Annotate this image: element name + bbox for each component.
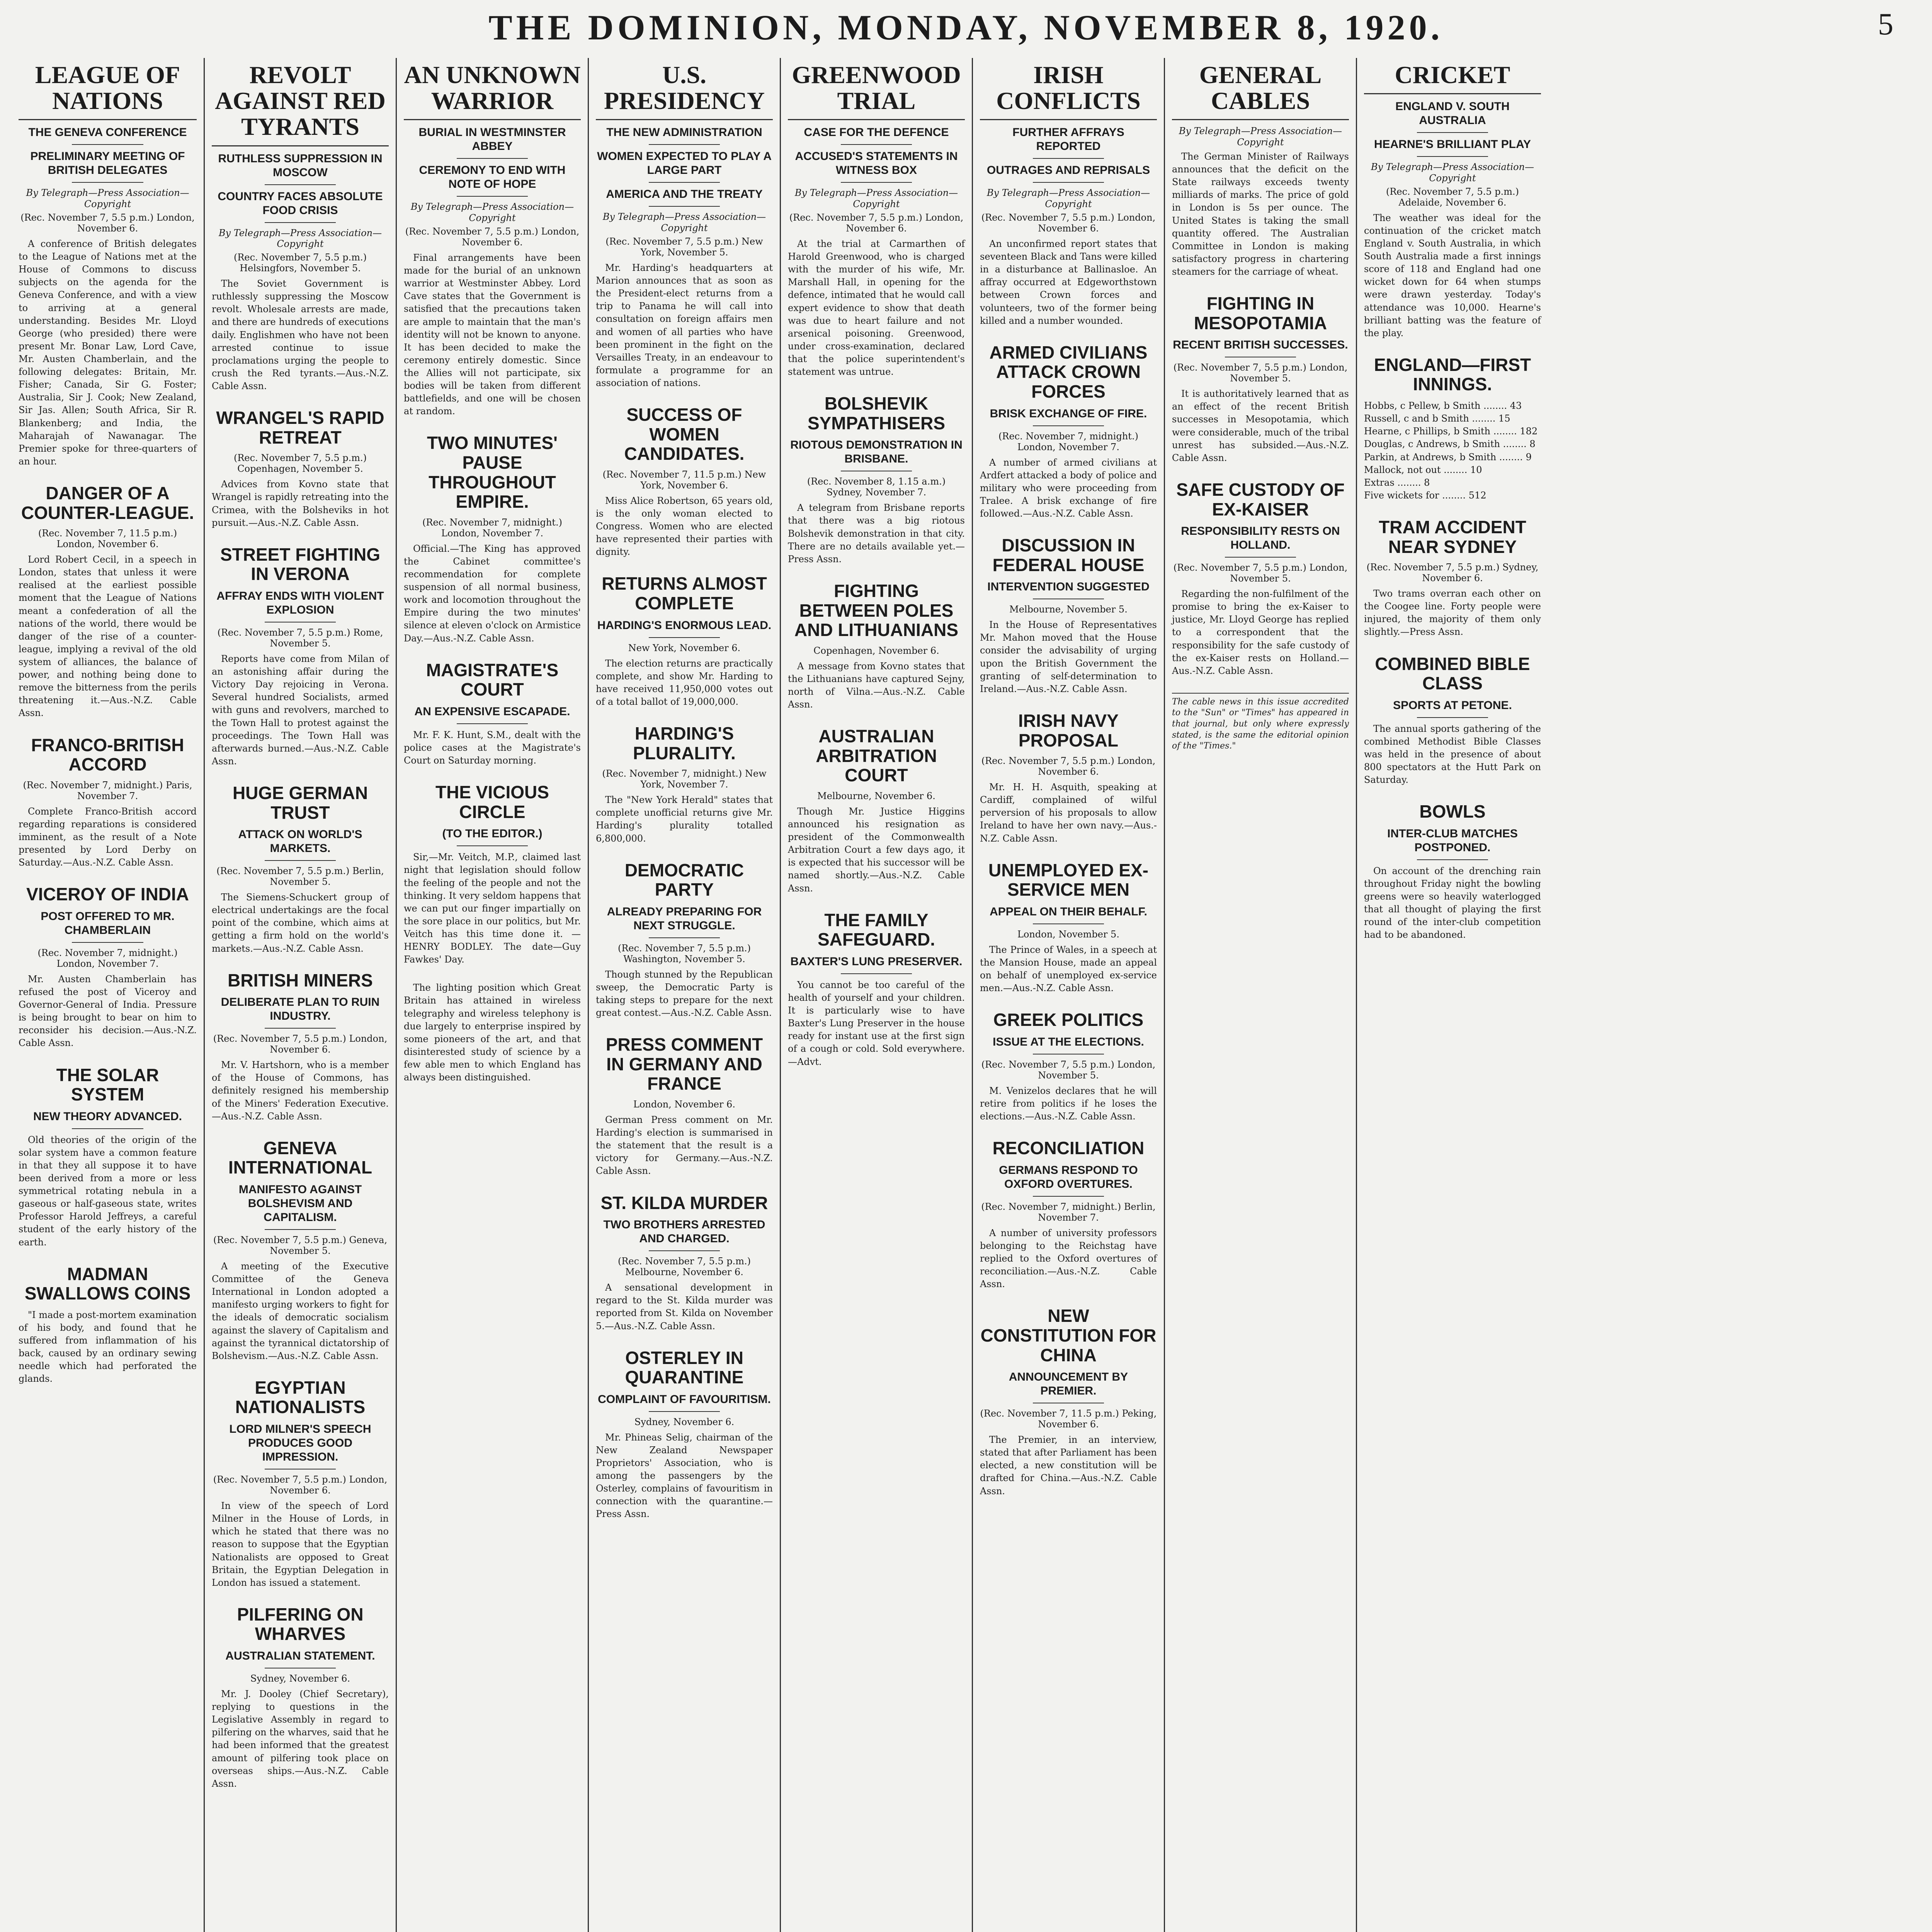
dateline: Melbourne, November 5. — [1009, 604, 1128, 615]
article-body: On account of the drenching rain throughout Friday night the bowling greens were so heavily waterlogged that all thought of playing the first round of the inter-club competition had to be abandoned. — [1364, 865, 1541, 940]
article-body: In the House of Representatives Mr. Mahon moved that the House consider the advisability of urging upon the British Government the granting of self-determination to Ireland.—Aus.-N.Z. Cable Assn. — [980, 619, 1157, 694]
subheading: ENGLAND V. SOUTH AUSTRALIA — [1395, 100, 1510, 127]
article — [404, 981, 581, 1084]
article-body: The Soviet Government is ruthlessly suppressing the Moscow revolt. Wholesale arrests are made, and there are hundreds of executions daily. Englishmen who have not been arrested continue to issue proclamations urging the people to crush the Red tyrants.—Aus.-N.Z. Cable Assn. — [212, 278, 389, 392]
headline: DANGER OF A COUNTER-LEAGUE. — [21, 483, 194, 523]
article — [404, 660, 581, 767]
article-body: Mr. J. Dooley (Chief Secretary), replying to questions in the Legislative Assembly in regard to pilfering on the wharves, said that he had been informed that the greatest amount of pilfering took place on overseas ships.—Aus.-N.Z. Cable Assn. — [212, 1689, 389, 1789]
headline: EGYPTIAN NATIONALISTS — [235, 1377, 366, 1417]
subheading: RESPONSIBILITY RESTS ON HOLLAND. — [1181, 525, 1340, 552]
dateline: (Rec. November 8, 1.15 a.m.) Sydney, November 7. — [807, 476, 946, 498]
article — [19, 483, 197, 720]
article-body: The lighting position which Great Britain has attained in wireless telegraphy and wireless telephony is due largely to enterprise inspired by some pioneers of the art, and that disinterested study of science by a few able men to which England has always been distinguished. — [404, 982, 581, 1083]
article-body: Though stunned by the Republican sweep, the Democratic Party is taking steps to prepare for the next great contest.—Aus.-N.Z. Cable Assn. — [596, 969, 773, 1019]
dateline: (Rec. November 7, midnight.) Berlin, November 7. — [981, 1201, 1156, 1223]
divider — [1225, 557, 1296, 558]
dateline: (Rec. November 7, 5.5 p.m.) Melbourne, November 6. — [617, 1256, 751, 1278]
column-1 — [12, 58, 204, 1932]
dateline: (Rec. November 7, 5.5 p.m.) London, November 5. — [981, 1059, 1156, 1081]
subheading: HEARNE'S BRILLIANT PLAY — [1374, 138, 1531, 151]
article — [980, 1010, 1157, 1123]
article-body: In view of the speech of Lord Milner in the House of Lords, in which he stated that there was no reason to suppose that the Egyptian Nationalists are opposed to Great Britain, the Egyptian Delegation in London has issued a statement. — [212, 1500, 389, 1588]
credit-line: By Telegraph—Press Association—Copyright — [1371, 162, 1534, 184]
masthead — [0, 0, 1932, 54]
credit-line: By Telegraph—Press Association—Copyright — [1179, 126, 1342, 148]
column-6 — [972, 58, 1164, 1932]
divider — [265, 222, 335, 223]
subheading: DELIBERATE PLAN TO RUIN INDUSTRY. — [221, 996, 380, 1023]
subheading: GERMANS RESPOND TO OXFORD OVERTURES. — [999, 1163, 1138, 1190]
dateline: (Rec. November 7, 5.5 p.m.) London, November 6. — [213, 1033, 388, 1055]
article-body: The weather was ideal for the continuation of the cricket match England v. South Australia, in which South Australia made a first innings score of 118 and England had one wicket down for 64 when stumps were drawn yesterday. Today's attendance was 10,000. Hearne's brilliant batting was the feature of the play. — [1364, 212, 1541, 338]
dateline: (Rec. November 7, 5.5 p.m.) London, November 5. — [1173, 562, 1348, 584]
article-body: A conference of British delegates to the League of Nations met at the House of Commons to discuss subjects on the agenda for the Geneva Conference, and with a view to arriving at a general understanding. Besides Mr. Lloyd George (who presided) there were present Mr. Bonar Law, Lord Cave, Mr. Austen Chamberlain, and the following delegates: Britain, Mr. Fisher; Canada, Sir G. Foster; Australia, Sir J. Cook; New Zealand, Sir Jas. Allen; South Africa, Sir R. Blankenberg; and India, the Maharajah of Nawanagar. The Premier spoke for three-quarters of an hour. — [19, 238, 197, 467]
article — [596, 1348, 773, 1521]
article-body: Complete Franco-British accord regarding reparations is considered imminent, as the result of a Note presented by Lord Derby on Saturday.—Aus.-N.Z. Cable Assn. — [19, 806, 197, 868]
headline: AUSTRALIAN ARBITRATION COURT — [816, 726, 937, 786]
divider — [265, 860, 335, 861]
credit-line: By Telegraph—Press Association—Copyright — [218, 227, 382, 250]
dateline: (Rec. November 7, 11.5 p.m.) London, November 6. — [38, 528, 177, 550]
subheading: RECENT BRITISH SUCCESSES. — [1173, 338, 1348, 352]
subheading: BRISK EXCHANGE OF FIRE. — [990, 407, 1147, 420]
column-grid — [12, 58, 1932, 1932]
article-body: Sir,—Mr. Veitch, M.P., claimed last night that legislation should follow the feeling of the people and not the thinking. It very seldom happens that we can put our finger impartially on the sore place in our politics, but Mr. Veitch has this time done it. — HENRY BODLEY. The date—Guy Fawkes' Day. — [404, 852, 581, 965]
subheading: LORD MILNER'S SPEECH PRODUCES GOOD IMPRESSION. — [229, 1423, 371, 1464]
dateline: (Rec. November 7, 5.5 p.m.) London, November 6. — [213, 1474, 388, 1496]
article — [596, 861, 773, 1020]
headline: OSTERLEY IN QUARANTINE — [625, 1347, 744, 1388]
article — [1364, 654, 1541, 787]
subheading: HARDING'S ENORMOUS LEAD. — [597, 619, 772, 632]
dateline: London, November 6. — [633, 1099, 735, 1110]
headline: RETURNS ALMOST COMPLETE — [602, 573, 767, 613]
dateline: (Rec. November 7, 5.5 p.m.) Berlin, November 5. — [216, 866, 384, 888]
subheading: POST OFFERED TO MR. CHAMBERLAIN — [41, 910, 175, 937]
article-body: "I made a post-mortem examination of his body, and found that he suffered from inflammation of his back, caused by an ordinary sewing needle which had perforated the glands. — [19, 1309, 197, 1384]
article — [596, 574, 773, 708]
subheading: ISSUE AT THE ELECTIONS. — [993, 1035, 1144, 1048]
divider — [649, 144, 719, 145]
subheading: BAXTER'S LUNG PRESERVER. — [790, 955, 963, 968]
dateline: (Rec. November 7, 5.5 p.m.) Adelaide, November 6. — [1386, 186, 1519, 208]
article — [404, 782, 581, 966]
article-body: The Premier, in an interview, stated that after Parliament has been elected, a new constitution will be drafted for China.—Aus.-N.Z. Cable Assn. — [980, 1434, 1157, 1497]
headline: THE VICIOUS CIRCLE — [435, 782, 549, 822]
article-body: Advices from Kovno state that Wrangel is rapidly retreating into the Crimea, with the Bolsheviks in hot pursuit.—Aus.-N.Z. Cable Assn. — [212, 479, 389, 528]
headline: FIGHTING IN MESOPOTAMIA — [1194, 293, 1327, 333]
article-body: A sensational development in regard to the St. Kilda murder was reported from St. Kilda on November 5.—Aus.-N.Z. Cable Assn. — [596, 1282, 773, 1332]
subheading: ACCUSED'S STATEMENTS IN WITNESS BOX — [795, 150, 958, 177]
article-body: Mr. Austen Chamberlain has refused the post of Viceroy and Governor-General of India. Pressure is being brought to bear on him to reconsider his decision.—Aus.-N.Z. Cable Assn. — [19, 973, 197, 1049]
credit-line: By Telegraph—Press Association—Copyright — [986, 187, 1150, 210]
article-body: At the trial at Carmarthen of Harold Greenwood, who is charged with the murder of his wife, Mr. Marshall Hall, in opening for the defence, intimated that he would call expert evidence to show that death was due to heart failure and not arsenical poisoning. Greenwood, under cross-examination, declared that the police superintendent's statement was untrue. — [788, 238, 965, 378]
dateline: (Rec. November 7, 11.5 p.m.) New York, November 6. — [602, 469, 766, 491]
column-2 — [204, 58, 396, 1932]
headline: SAFE CUSTODY OF EX-KAISER — [1176, 479, 1345, 519]
divider — [1033, 158, 1104, 159]
headline: COMBINED BIBLE CLASS — [1375, 653, 1530, 694]
column-4 — [588, 58, 780, 1932]
dateline: (Rec. November 7, 11.5 p.m.) Peking, November 6. — [980, 1408, 1157, 1430]
newspaper-title: THE DOMINION, MONDAY, NOVEMBER 8, 1920. — [488, 8, 1444, 47]
article-body: An unconfirmed report states that seventeen Black and Tans were killed in a disturbance at Ballinasloe. An affray occurred at Edgeworthstown between Crown forces and volunteers, two of the former being killed and a number wounded. — [980, 238, 1157, 326]
dateline: (Rec. November 7, 5.5 p.m.) New York, November 5. — [605, 236, 763, 258]
headline: THE FAMILY SAFEGUARD. — [817, 910, 935, 950]
article — [1364, 517, 1541, 639]
article-body: A number of university professors belonging to the Reichstag have replied to the Oxford overtures of reconciliation.—Aus.-N.Z. Cable Assn. — [980, 1227, 1157, 1290]
article-body: The "New York Herald" states that complete unofficial returns give Mr. Harding's plurality totalled 6,800,000. — [596, 794, 773, 844]
dateline: (Rec. November 7, 5.5 p.m.) Geneva, November 5. — [213, 1235, 388, 1256]
dateline: (Rec. November 7, 5.5 p.m.) Copenhagen, November 5. — [233, 452, 367, 474]
dateline: (Rec. November 7, 5.5 p.m.) London, November 6. — [981, 212, 1156, 234]
divider — [841, 182, 912, 183]
dateline: (Rec. November 7, 5.5 p.m.) Washington, November 5. — [617, 942, 751, 964]
article — [980, 1138, 1157, 1291]
divider — [841, 973, 912, 974]
subheading: ANNOUNCEMENT BY PREMIER. — [1009, 1371, 1128, 1398]
subheading: MANIFESTO AGAINST BOLSHEVISM AND CAPITALISM. — [238, 1183, 362, 1224]
subheading: INTERVENTION SUGGESTED — [987, 580, 1150, 594]
column-5 — [780, 58, 972, 1932]
divider — [1033, 182, 1104, 183]
article-body: Mr. Harding's headquarters at Marion announces that as soon as the President-elect returns from a trip to Panama he will call into consultation on foreign affairs men and women of all parties who have been prominent in the fight on the Versailles Treaty, in an endeavour to formulate a programme for an association of nations. — [596, 262, 773, 388]
dateline: (Rec. November 7, 5.5 p.m.) London, November 5. — [1173, 362, 1348, 384]
divider — [649, 937, 719, 938]
article-body: Miss Alice Robertson, 65 years old, is the only woman elected to Congress. Women who are elected have represented their parties with dignity. — [596, 495, 773, 558]
headline: IRISH NAVY PROPOSAL — [1018, 710, 1119, 750]
article-body: A telegram from Brisbane reports that there was a big riotous Bolshevik demonstration in that city. There are no details available yet.—Press Assn. — [788, 502, 965, 565]
article — [1172, 693, 1349, 752]
subheading: THE GENEVA CONFERENCE — [28, 126, 187, 139]
article-body: Two trams overran each other on the Coogee line. Forty people were injured, the majority of them only slightly.—Press Assn. — [1364, 588, 1541, 638]
headline: WRANGEL'S RAPID RETREAT — [216, 408, 384, 447]
article-body: The Prince of Wales, in a speech at the Mansion House, made an appeal on behalf of unemployed ex-service men.—Aus.-N.Z. Cable Assn. — [980, 944, 1157, 994]
divider — [72, 182, 143, 183]
article-body: It is authoritatively learned that as an effect of the recent British successes in Mesopotamia, which were considerable, much of the tribal unrest has subsided.—Aus.-N.Z. Cable Assn. — [1172, 388, 1349, 463]
headline: U.S. PRESIDENCY — [596, 62, 773, 120]
divider — [1417, 156, 1488, 157]
headline: STREET FIGHTING IN VERONA — [220, 544, 380, 584]
subheading: AUSTRALIAN STATEMENT. — [225, 1650, 375, 1663]
subheading: RIOTOUS DEMONSTRATION IN BRISBANE. — [790, 439, 963, 466]
article — [212, 62, 389, 393]
article — [212, 1605, 389, 1790]
article-body: Regarding the non-fulfilment of the promise to bring the ex-Kaiser to justice, Mr. Lloyd George has replied to a correspondent that the responsibility for the safe custody of the ex-Kaiser rests on Holland.—Aus.-N.Z. Cable Assn. — [1172, 588, 1349, 676]
article-body: Lord Robert Cecil, in a speech in London, states that unless it were realised at the earliest possible moment that the League of Nations meant a confederation of all the nations of the world, there would be danger of the rise of a counter-league, implying a revival of the old system of alliances, the balance of power, and nothing being done to remove the bitterness from the perils threatening it.—Aus.-N.Z. Cable Assn. — [19, 554, 197, 719]
subheading: CEREMONY TO END WITH NOTE OF HOPE — [419, 164, 566, 191]
headline: GENERAL CABLES — [1172, 62, 1349, 120]
article — [980, 861, 1157, 995]
dateline: New York, November 6. — [628, 642, 741, 653]
score-line: Extras ........ 8 — [1364, 477, 1430, 488]
subheading: CASE FOR THE DEFENCE — [804, 126, 949, 139]
subheading: COMPLAINT OF FAVOURITISM. — [598, 1393, 771, 1406]
headline: CRICKET — [1364, 62, 1541, 94]
subheading: ATTACK ON WORLD'S MARKETS. — [238, 828, 362, 855]
article-body: Mr. H. H. Asquith, speaking at Cardiff, complained of wilful perversion of his proposals to allow Ireland to have her own navy.—Aus.-N.Z. Cable Assn. — [980, 782, 1157, 844]
article — [596, 1193, 773, 1333]
divider — [649, 1411, 719, 1412]
article-body: M. Venizelos declares that he will retire from politics if he loses the elections.—Aus.-N.Z. Cable Assn. — [980, 1085, 1157, 1122]
subheading: APPEAL ON THEIR BEHALF. — [990, 905, 1147, 918]
article — [596, 1035, 773, 1177]
divider — [841, 144, 912, 145]
subheading: AN EXPENSIVE ESCAPADE. — [414, 705, 570, 718]
subheading: BURIAL IN WESTMINSTER ABBEY — [418, 126, 566, 153]
subheading: AMERICA AND THE TREATY — [606, 188, 763, 201]
headline: DISCUSSION IN FEDERAL HOUSE — [992, 535, 1145, 575]
score-line: Five wickets for ........ 512 — [1364, 490, 1486, 501]
credit-line: By Telegraph—Press Association—Copyright — [410, 201, 574, 224]
article — [788, 581, 965, 711]
divider — [1417, 132, 1488, 133]
column-7 — [1164, 58, 1356, 1932]
headline: UNEMPLOYED EX-SERVICE MEN — [988, 860, 1149, 900]
divider — [72, 144, 143, 145]
article — [980, 343, 1157, 520]
article-body: Though Mr. Justice Higgins announced his resignation as president of the Commonwealth Arbitration Court a few days ago, it is expected that his successor will be named shortly.—Aus.-N.Z. Cable Assn. — [788, 806, 965, 894]
score-line: Hobbs, c Pellew, b Smith ........ 43 — [1364, 400, 1522, 412]
credit-line: By Telegraph—Press Association—Copyright — [602, 211, 766, 234]
article — [596, 62, 773, 389]
article — [788, 910, 965, 1068]
article — [212, 408, 389, 529]
headline: FIGHTING BETWEEN POLES AND LITHUANIANS — [794, 580, 959, 640]
divider — [649, 182, 719, 183]
subheading: (TO THE EDITOR.) — [442, 827, 543, 840]
article — [212, 1138, 389, 1362]
dateline: (Rec. November 7, midnight.) London, November 7. — [37, 947, 178, 969]
dateline: (Rec. November 7, midnight.) London, November 7. — [422, 517, 562, 539]
article — [980, 711, 1157, 845]
column-3 — [396, 58, 588, 1932]
dateline: (Rec. November 7, midnight.) Paris, November 7. — [23, 779, 192, 801]
article — [19, 735, 197, 869]
divider — [1417, 717, 1488, 718]
dateline: (Rec. November 7, 5.5 p.m.) Rome, November 5. — [217, 627, 383, 649]
headline: BOWLS — [1419, 801, 1486, 822]
article — [596, 405, 773, 558]
headline: NEW CONSTITUTION FOR CHINA — [980, 1306, 1156, 1365]
subheading: THE NEW ADMINISTRATION — [606, 126, 762, 139]
headline: REVOLT AGAINST RED TYRANTS — [212, 62, 389, 146]
headline: BRITISH MINERS — [228, 970, 373, 990]
dateline: Melbourne, November 6. — [817, 790, 935, 801]
article-body: The annual sports gathering of the combined Methodist Bible Classes was held in the presence of about 800 spectators at the Hutt Park on Saturday. — [1364, 723, 1541, 786]
divider — [1033, 923, 1104, 924]
dateline: (Rec. November 7, 5.5 p.m.) London, November 6. — [20, 212, 195, 234]
headline: ENGLAND—FIRST INNINGS. — [1374, 354, 1531, 395]
dateline: London, November 5. — [1017, 929, 1119, 940]
article — [1364, 355, 1541, 502]
headline: ARMED CIVILIANS ATTACK CROWN FORCES — [989, 342, 1148, 401]
article — [980, 1306, 1157, 1497]
article — [788, 726, 965, 895]
article — [1364, 802, 1541, 941]
score-line: Russell, c and b Smith ........ 15 — [1364, 413, 1510, 424]
subheading: PRELIMINARY MEETING OF BRITISH DELEGATES — [30, 150, 185, 177]
subheading: SPORTS AT PETONE. — [1393, 699, 1512, 712]
article — [212, 971, 389, 1123]
article — [19, 62, 197, 468]
subheading: WOMEN EXPECTED TO PLAY A LARGE PART — [597, 150, 772, 177]
article-body: Mr. V. Hartshorn, who is a member of the House of Commons, has definitely resigned his membership of the Miners' Federation Executive.—Aus.-N.Z. Cable Assn. — [212, 1060, 389, 1122]
divider — [649, 637, 719, 638]
headline: AN UNKNOWN WARRIOR — [404, 62, 581, 120]
article-body: The election returns are practically complete, and show Mr. Harding to have received 11,950,000 votes out of a total ballot of 19,000,000. — [596, 658, 773, 707]
article-body: Final arrangements have been made for the burial of an unknown warrior at Westminster Abbey. Lord Cave states that the Government is satisfied that the precautions taken are ample to maintain that the man's identity will not be known to anyone. It has been decided to make the ceremony entirely domestic. Since the Allies will not participate, six bodies will be taken from different battlefields, and one will be chosen at random. — [404, 252, 581, 417]
headline: LEAGUE OF NATIONS — [19, 62, 197, 120]
article-body: The Siemens-Schuckert group of electrical undertakings are the focal point of the combine, which aims at getting a firm hold on the world's markets.—Aus.-N.Z. Cable Assn. — [212, 892, 389, 954]
divider — [457, 723, 527, 724]
article — [212, 545, 389, 768]
article-body: A number of armed civilians at Ardfert attacked a body of police and military who were proceeding from Tralee. A brisk exchange of fire followed.—Aus.-N.Z. Cable Assn. — [980, 457, 1157, 519]
subheading: NEW THEORY ADVANCED. — [33, 1110, 182, 1123]
divider — [1033, 425, 1104, 426]
article — [19, 1065, 197, 1249]
divider — [457, 158, 527, 159]
article — [980, 536, 1157, 696]
dateline: (Rec. November 7, 5.5 p.m.) London, November 6. — [405, 226, 580, 248]
article — [19, 884, 197, 1049]
headline: MADMAN SWALLOWS COINS — [24, 1264, 191, 1304]
headline: GREEK POLITICS — [993, 1010, 1144, 1030]
headline: BOLSHEVIK SYMPATHISERS — [807, 393, 946, 433]
page-number: 5 — [1878, 7, 1893, 41]
article — [404, 433, 581, 645]
article — [404, 62, 581, 418]
dateline: Sydney, November 6. — [634, 1416, 735, 1427]
headline: VICEROY OF INDIA — [26, 884, 189, 905]
headline: PILFERING ON WHARVES — [237, 1604, 364, 1644]
divider — [649, 206, 719, 207]
headline: DEMOCRATIC PARTY — [624, 860, 744, 900]
credit-line: By Telegraph—Press Association—Copyright — [26, 187, 189, 210]
divider — [649, 1250, 719, 1251]
dateline: Sydney, November 6. — [250, 1673, 350, 1684]
divider — [1033, 1196, 1104, 1197]
divider — [265, 184, 335, 185]
headline: HARDING'S PLURALITY. — [633, 723, 736, 763]
divider — [72, 1128, 143, 1129]
headline: MAGISTRATE'S COURT — [426, 660, 559, 700]
dateline: (Rec. November 7, 5.5 p.m.) Helsingfors, November 5. — [233, 252, 367, 274]
score-line: Mallock, not out ........ 10 — [1364, 464, 1482, 475]
headline: THE SOLAR SYSTEM — [56, 1065, 159, 1105]
score-line: Hearne, c Phillips, b Smith ........ 182 — [1364, 426, 1538, 437]
article-body: Mr. Phineas Selig, chairman of the New Zealand Newspaper Proprietors' Association, who is among the passengers by the Osterley, complains of favouritism in connection with the quarantine.—Press Assn. — [596, 1432, 773, 1520]
subheading: TWO BROTHERS ARRESTED AND CHARGED. — [603, 1218, 765, 1245]
headline: SUCCESS OF WOMEN CANDIDATES. — [624, 405, 745, 464]
article — [1172, 480, 1349, 677]
article-body: Old theories of the origin of the solar system have a common feature in that they all suppose it to have been derived from a more or less symmetrical rotating nebula in a gaseous or half-gaseous state, writes Professor Harold Jeffreys, a careful student of the early history of the earth. — [19, 1134, 197, 1248]
subheading: INTER-CLUB MATCHES POSTPONED. — [1387, 827, 1518, 854]
column-8 — [1356, 58, 1548, 1932]
score-line: Parkin, at Andrews, b Smith ........ 9 — [1364, 451, 1532, 463]
article-body: Mr. F. K. Hunt, S.M., dealt with the police cases at the Magistrate's Court on Saturday morning. — [404, 729, 581, 766]
dateline: (Rec. November 7, 5.5 p.m.) London, November 6. — [981, 755, 1156, 777]
divider — [265, 1229, 335, 1230]
subheading: COUNTRY FACES ABSOLUTE FOOD CRISIS — [218, 190, 383, 217]
divider — [457, 196, 527, 197]
article-body: You cannot be too careful of the health of yourself and your children. It is particularly wise to have Baxter's Lung Preserver in the house ready for instant use at the first sign of a cough or cold. Sold everywhere.—Advt. — [788, 979, 965, 1067]
subheading: FURTHER AFFRAYS REPORTED — [1012, 126, 1124, 153]
headline: PRESS COMMENT IN GERMANY AND FRANCE — [605, 1034, 763, 1094]
divider — [1417, 859, 1488, 860]
headline: TRAM ACCIDENT NEAR SYDNEY — [1379, 517, 1526, 557]
headline: TWO MINUTES' PAUSE THROUGHOUT EMPIRE. — [427, 433, 558, 512]
dateline: (Rec. November 7, midnight.) London, November 7. — [998, 430, 1138, 452]
article — [1364, 62, 1541, 340]
subheading: OUTRAGES AND REPRISALS — [986, 164, 1150, 177]
divider — [457, 845, 527, 846]
headline: ST. KILDA MURDER — [600, 1192, 768, 1213]
article — [1172, 294, 1349, 464]
headline: HUGE GERMAN TRUST — [232, 782, 368, 823]
article — [212, 783, 389, 955]
subheading: AFFRAY ENDS WITH VIOLENT EXPLOSION — [216, 589, 384, 616]
article-body: Reports have come from Milan of an astonishing affair during the Victory Day rejoicing in Verona. Several hundred Socialists, armed with guns and revolvers, marched to the Town Hall to protest against the proceedings. The Town Hall was afterwards burned.—Aus.-N.Z. Cable Assn. — [212, 653, 389, 767]
dateline: (Rec. November 7, midnight.) New York, November 7. — [602, 768, 767, 790]
article — [212, 1378, 389, 1589]
article-body: A message from Kovno states that the Lithuanians have captured Sejny, north of Vilna.—Aus.-N.Z. Cable Assn. — [788, 660, 965, 710]
article — [980, 62, 1157, 327]
article — [788, 394, 965, 566]
dateline: Copenhagen, November 6. — [813, 645, 939, 656]
subheading: RUTHLESS SUPPRESSION IN MOSCOW — [218, 152, 383, 179]
editorial-note: The cable news in this issue accredited to the "Sun" or "Times" has appeared in that journal, but only where expressly stated, is the same the editorial opinion of the "Times." — [1172, 693, 1349, 752]
headline: GREENWOOD TRIAL — [788, 62, 965, 120]
headline: RECONCILIATION — [992, 1138, 1145, 1158]
headline: GENEVA INTERNATIONAL — [228, 1138, 372, 1178]
divider — [72, 942, 143, 943]
article-body: The German Minister of Railways announces that the deficit on the State railways exceeds twenty milliards of marks. The price of gold in London is 5s per ounce. The United States is taking the small quantity offered. The Australian Committee in London is making satisfactory progress in chartering steamers for the carriage of wheat. — [1172, 151, 1349, 277]
headline: IRISH CONFLICTS — [980, 62, 1157, 120]
divider — [265, 1028, 335, 1029]
article — [19, 1264, 197, 1386]
article-body: German Press comment on Mr. Harding's election is summarised in the statement that the result is a victory for Germany.—Aus.-N.Z. Cable Assn. — [596, 1114, 773, 1177]
article-body: A meeting of the Executive Committee of the Geneva International in London adopted a manifesto urging workers to fight for the ideals of democratic socialism against the slavery of Capitalism and against the tyrannical dictatorship of Bolshevism.—Aus.-N.Z. Cable Assn. — [212, 1261, 389, 1361]
article-body: Official.—The King has approved the Cabinet committee's recommendation for complete suspension of all normal business, work and locomotion throughout the Empire during the two minutes' silence at eleven o'clock on Armistice Day.—Aus.-N.Z. Cable Assn. — [404, 543, 581, 644]
score-line: Douglas, c Andrews, b Smith ........ 8 — [1364, 439, 1536, 450]
dateline: (Rec. November 7, 5.5 p.m.) London, November 6. — [789, 212, 964, 234]
article — [788, 62, 965, 378]
article — [596, 724, 773, 845]
dateline: (Rec. November 7, 5.5 p.m.) Sydney, November 6. — [1366, 562, 1539, 584]
headline: FRANCO-BRITISH ACCORD — [31, 735, 184, 775]
credit-line: By Telegraph—Press Association—Copyright — [794, 187, 958, 210]
subheading: ALREADY PREPARING FOR NEXT STRUGGLE. — [607, 905, 762, 932]
article — [1172, 62, 1349, 278]
